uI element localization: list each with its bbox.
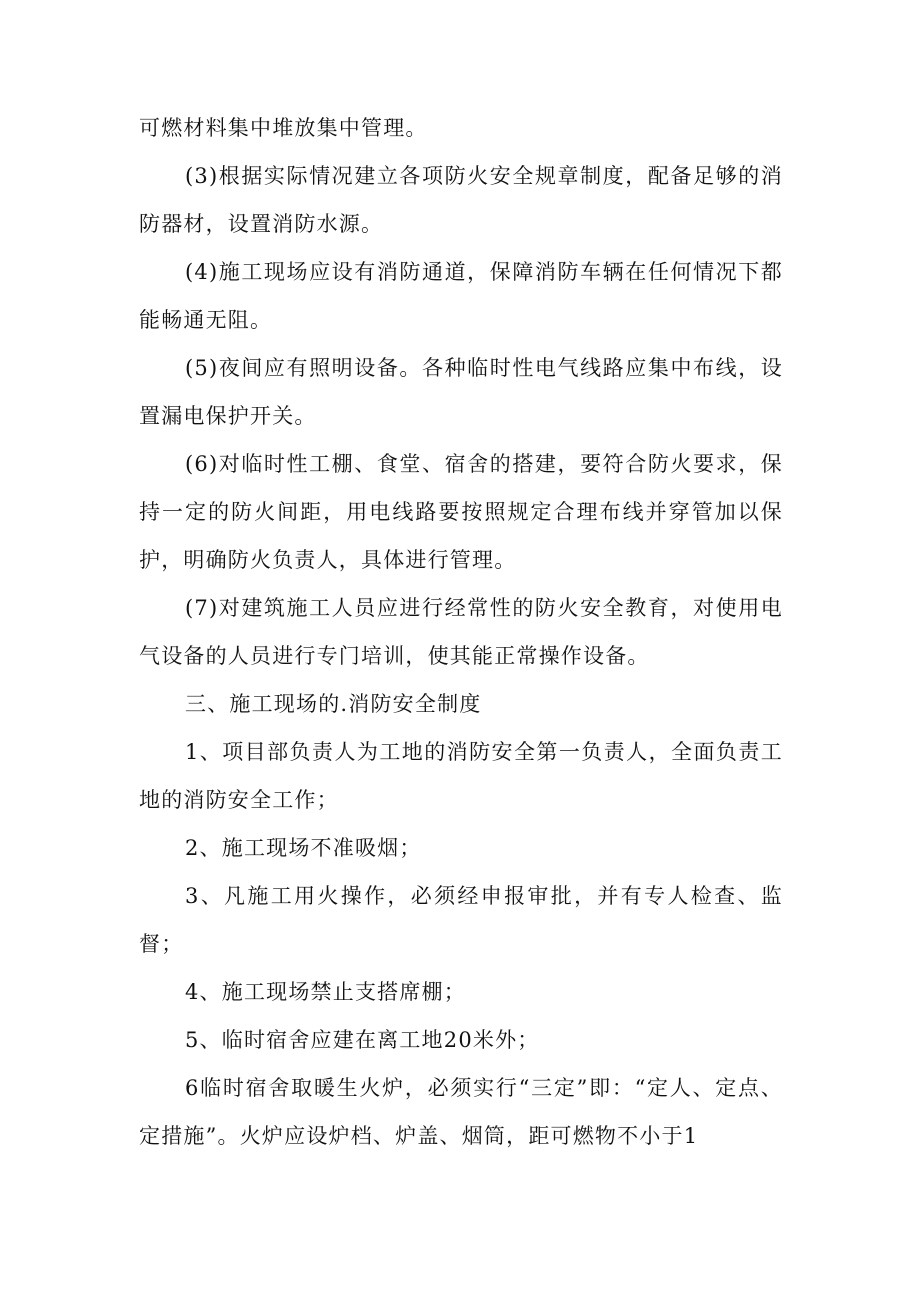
rule-item-3: 3、凡施工用火操作，必须经申报审批，并有专人检查、监督； [139,884,783,956]
rule-item-5: 5、临时宿舍应建在离工地20米外； [185,1028,540,1052]
rule-item-1: 1、项目部负责人为工地的消防安全第一负责人，全面负责工地的消防安全工作； [139,740,783,812]
document-body [139,104,783,1160]
paragraph-item-6: (6)对临时性工棚、食堂、宿舍的搭建，要符合防火要求，保持一定的防火间距，用电线路要按照规定合理布线并穿管加以保护，明确防火负责人，具体进行管理。 [139,452,783,572]
paragraph-item-4: (4)施工现场应设有消防通道，保障消防车辆在任何情况下都能畅通无阻。 [139,260,783,332]
paragraph-continuation: 可燃材料集中堆放集中管理。 [139,116,428,140]
paragraph-item-5: (5)夜间应有照明设备。各种临时性电气线路应集中布线，设置漏电保护开关。 [139,356,783,428]
rule-item-6: 6临时宿舍取暖生火炉，必须实行“三定”即：“定人、定点、定措施”。火炉应设炉档、炉盖、烟筒，距可燃物不小于1 [139,1076,783,1148]
rule-item-4: 4、施工现场禁止支搭席棚； [185,980,466,1004]
paragraph-item-3: (3)根据实际情况建立各项防火安全规章制度，配备足够的消防器材，设置消防水源。 [139,164,783,236]
rule-item-2: 2、施工现场不准吸烟； [185,836,422,860]
section-heading-three: 三、施工现场的.消防安全制度 [185,692,482,716]
paragraph-item-7: (7)对建筑施工人员应进行经常性的防火安全教育，对使用电气设备的人员进行专门培训，使其能正常操作设备。 [139,596,783,668]
